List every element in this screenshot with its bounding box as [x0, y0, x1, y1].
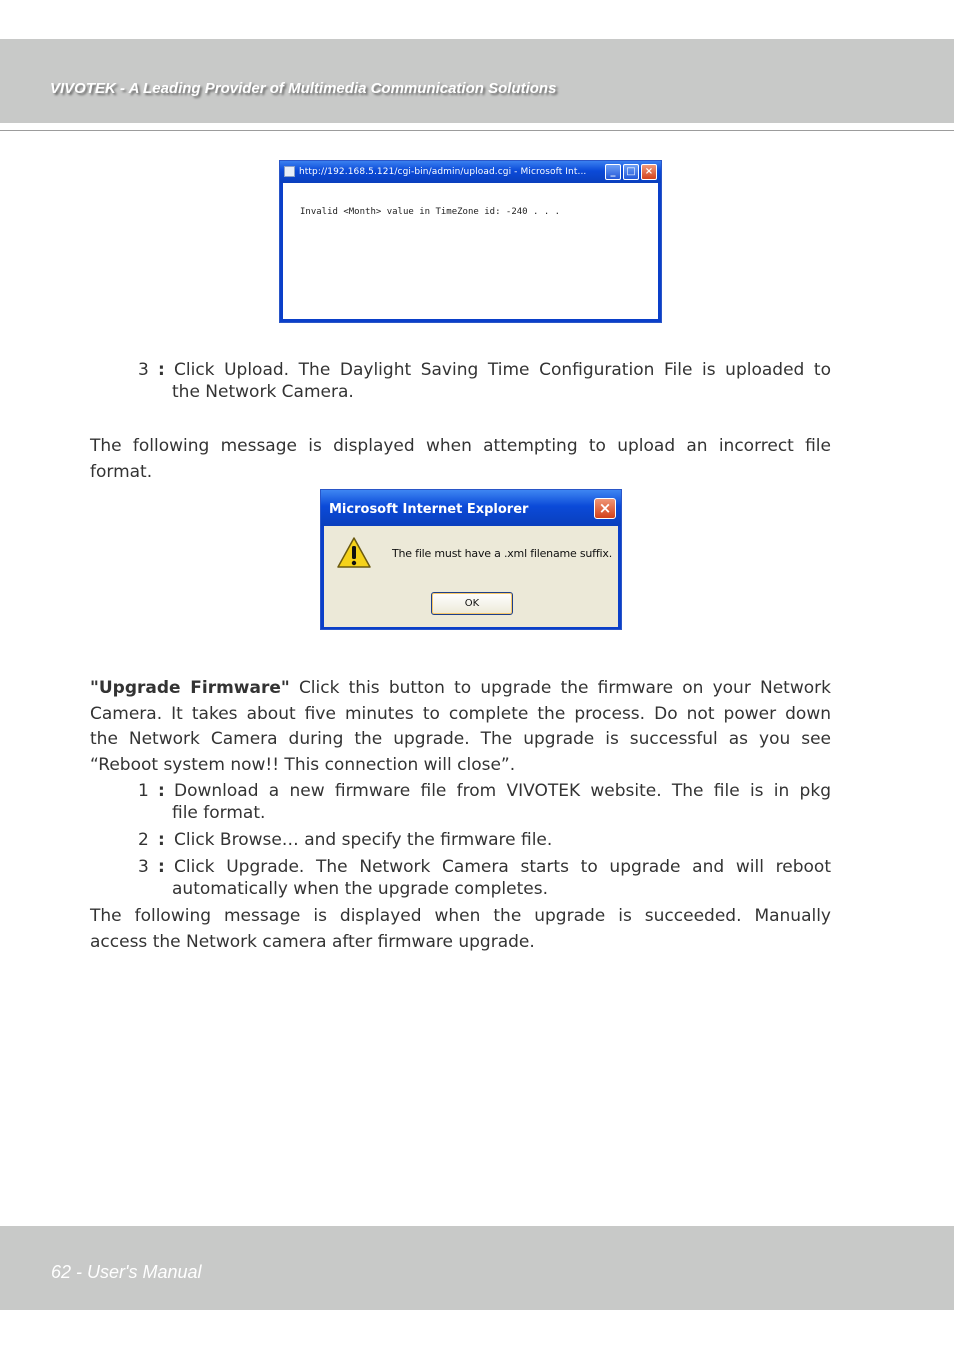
upgrade-firmware-line4: “Reboot system now!! This connection will close”. [90, 755, 516, 775]
step1-line2: file format. [172, 803, 266, 823]
browser-title-text: http://192.168.5.121/cgi-bin/admin/upload.cgi - Microsoft Int... [299, 167, 587, 177]
close-icon[interactable]: × [594, 498, 616, 519]
success-note-line2: access the Network camera after firmware upgrade. [90, 932, 535, 952]
step-number: 3 [138, 857, 149, 877]
step-colon: : [158, 830, 165, 850]
step-colon: : [158, 781, 165, 801]
footer-page-label: 62 - User's Manual [51, 1262, 202, 1282]
alert-body [324, 526, 618, 627]
step3-upload-line2: the Network Camera. [172, 382, 354, 402]
upgrade-firmware-line1-text: Click this button to upgrade the firmware on your Network [289, 678, 831, 698]
step2-line1: Click Browse… and specify the firmware file. [174, 830, 553, 850]
close-icon[interactable]: × [641, 164, 657, 180]
alert-title-bar [321, 490, 621, 526]
incorrect-format-line1: The following message is displayed when attempting to upload an incorrect file [90, 436, 831, 456]
step3-line2: automatically when the upgrade completes. [172, 879, 549, 899]
incorrect-format-line2: format. [90, 462, 153, 482]
header-divider [0, 130, 954, 131]
step1-line1: Download a new firmware file from VIVOTEK website. The file is in pkg [174, 781, 831, 801]
browser-body [283, 183, 658, 319]
browser-error-message: Invalid <Month> value in TimeZone id: -240 . . . [300, 207, 561, 217]
alert-message: The file must have a .xml filename suffix. [392, 547, 612, 560]
alert-title: Microsoft Internet Explorer [329, 502, 529, 517]
upgrade-firmware-line2: Camera. It takes about five minutes to complete the process. Do not power down [90, 704, 831, 724]
step-number: 2 [138, 830, 149, 850]
step-colon: : [158, 360, 165, 380]
upgrade-firmware-line3: the Network Camera during the upgrade. The upgrade is successful as you see [90, 729, 831, 749]
maximize-icon[interactable]: □ [623, 164, 639, 180]
step-colon: : [158, 857, 165, 877]
ok-button[interactable]: OK [431, 592, 513, 615]
success-note-line1: The following message is displayed when the upgrade is succeeded. Manually [90, 906, 831, 926]
browser-title-bar [280, 161, 661, 183]
upgrade-firmware-line1 [90, 677, 831, 699]
step-number: 1 [138, 781, 149, 801]
warning-icon [336, 536, 372, 570]
ie-alert-dialog [320, 489, 622, 630]
step-number [138, 359, 149, 381]
header-title: VIVOTEK - A Leading Provider of Multimedia Communication Solutions [50, 80, 557, 97]
minimize-icon[interactable]: _ [605, 164, 621, 180]
page-icon [284, 166, 295, 177]
step3-line1: Click Upgrade. The Network Camera starts to upgrade and will reboot [174, 857, 831, 877]
browser-error-window [279, 160, 662, 323]
step3-upload-line1: Click Upload. The Daylight Saving Time Configuration File is uploaded to [174, 360, 831, 380]
upgrade-firmware-heading: "Upgrade Firmware" [90, 678, 290, 698]
step-number-digit: 3 [138, 360, 149, 380]
